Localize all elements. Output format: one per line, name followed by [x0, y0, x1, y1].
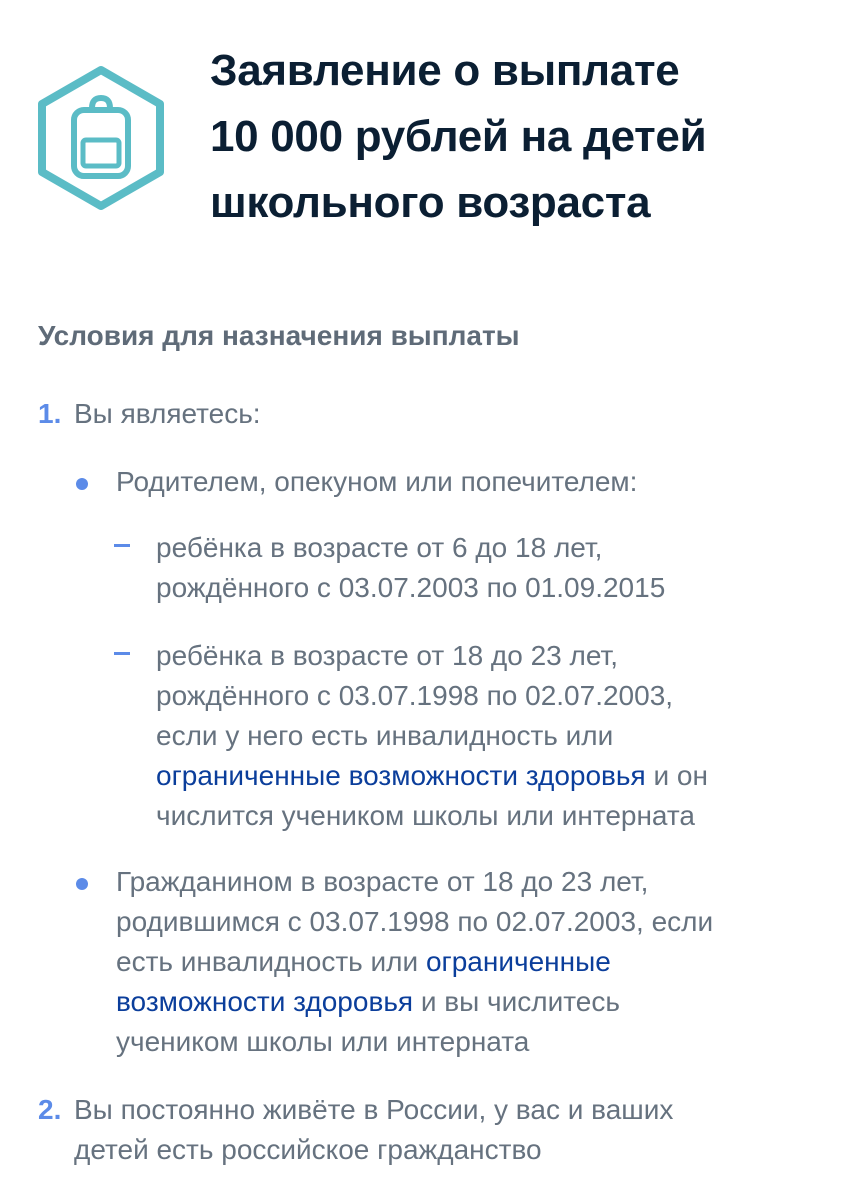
text-line: ребёнка в возрасте от 18 до 23 лет, [156, 640, 619, 671]
backpack-icon [34, 64, 168, 212]
text-fragment: и он [645, 760, 708, 791]
bullet-text: Родителем, опекуном или попечителем: [116, 466, 638, 497]
text-line: числится учеником школы или интерната [156, 800, 695, 831]
bullet-dot [76, 878, 88, 890]
text-line: если у него есть инвалидность или [156, 720, 614, 751]
text-line: учеником школы или интерната [116, 1026, 530, 1057]
text-line: рождённого с 03.07.1998 по 02.07.2003, [156, 680, 674, 711]
health-limitations-link[interactable]: ограниченные возможности здоровья [156, 760, 646, 791]
sub-item-text [156, 528, 665, 608]
dash-marker [114, 544, 130, 547]
list-number: 1. [38, 398, 62, 429]
title-line: Заявление о выплате [210, 46, 680, 95]
condition-text: Вы являетесь: [74, 398, 261, 429]
text-line: ребёнка в возрасте от 6 до 18 лет, [156, 532, 603, 563]
header [0, 0, 849, 250]
text-line: Гражданином в возрасте от 18 до 23 лет, [116, 866, 649, 897]
dash-marker [114, 652, 130, 655]
page-title [210, 38, 830, 236]
list-number: 2. [38, 1094, 62, 1125]
bullet-text [116, 862, 713, 1062]
sub-item-text [156, 636, 708, 836]
text-line: родившимся с 03.07.1998 по 02.07.2003, если [116, 906, 714, 937]
text-line: рождённого с 03.07.2003 по 01.09.2015 [156, 572, 666, 603]
title-line: 10 000 рублей на детей [210, 112, 707, 161]
text-fragment: и вы числитесь [413, 986, 620, 1017]
link-text: возможности здоровья [116, 986, 414, 1017]
link-text: ограниченные [425, 946, 611, 977]
title-line: школьного возраста [210, 178, 651, 227]
text-fragment: есть инвалидность или [116, 946, 426, 977]
text-line: детей есть российское гражданство [74, 1134, 542, 1165]
condition-text [74, 1090, 673, 1170]
section-title: Условия для назначения выплаты [38, 320, 520, 351]
bullet-dot [76, 478, 88, 490]
text-line: Вы постоянно живёте в России, у вас и ваших [74, 1094, 674, 1125]
